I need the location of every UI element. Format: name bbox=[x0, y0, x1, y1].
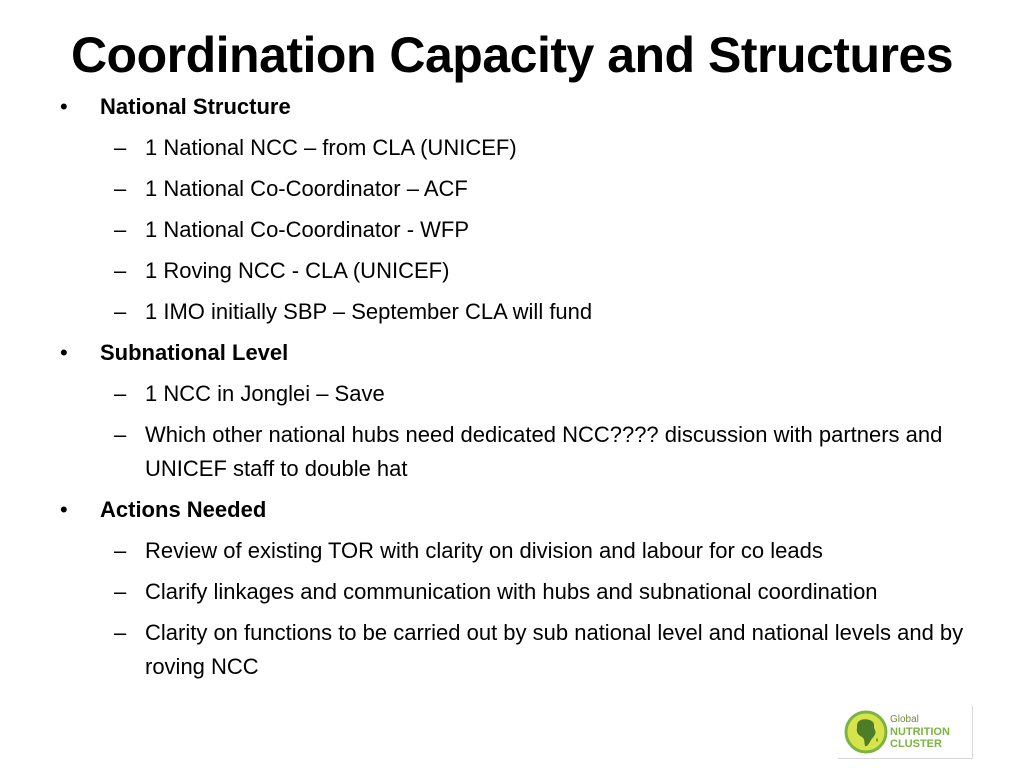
item-text: 1 National NCC – from CLA (UNICEF) bbox=[145, 135, 517, 160]
dash-icon: – bbox=[114, 620, 127, 645]
heading-text: National Structure bbox=[100, 94, 291, 119]
list-item bbox=[56, 534, 966, 568]
dash-icon: – bbox=[114, 217, 127, 242]
list-item bbox=[56, 131, 966, 165]
heading-text: Actions Needed bbox=[100, 497, 267, 522]
list-item bbox=[56, 295, 966, 329]
dash-icon: – bbox=[114, 176, 127, 201]
dash-icon: – bbox=[114, 258, 127, 283]
heading-text: Subnational Level bbox=[100, 340, 289, 365]
list-item bbox=[56, 213, 966, 247]
section-actions-needed bbox=[56, 493, 966, 684]
bullet-icon: • bbox=[60, 497, 68, 522]
item-text: 1 NCC in Jonglei – Save bbox=[145, 381, 385, 406]
list-item bbox=[56, 172, 966, 206]
dash-icon: – bbox=[114, 381, 127, 406]
dash-icon: – bbox=[114, 422, 127, 447]
logo-text-global: Global bbox=[890, 714, 919, 725]
item-text: 1 National Co-Coordinator - WFP bbox=[145, 217, 470, 242]
item-text: Which other national hubs need dedicated NCC???? discussion with partners and UNICEF staff to double hat bbox=[145, 422, 943, 481]
item-text: 1 National Co-Coordinator – ACF bbox=[145, 176, 468, 201]
globe-africa-icon bbox=[844, 710, 888, 754]
item-text: 1 IMO initially SBP – September CLA will fund bbox=[145, 299, 593, 324]
section-heading bbox=[56, 493, 966, 527]
list-item bbox=[56, 377, 966, 411]
item-text: Clarity on functions to be carried out by sub national level and national levels and by roving NCC bbox=[145, 620, 964, 679]
item-text: 1 Roving NCC - CLA (UNICEF) bbox=[145, 258, 450, 283]
logo-text-nutrition: NUTRITION bbox=[890, 726, 950, 738]
section-national-structure bbox=[56, 90, 966, 329]
dash-icon: – bbox=[114, 135, 127, 160]
dash-icon: – bbox=[114, 299, 127, 324]
item-text: Review of existing TOR with clarity on division and labour for co leads bbox=[145, 538, 823, 563]
section-subnational-level bbox=[56, 336, 966, 486]
bullet-icon: • bbox=[60, 94, 68, 119]
item-text: Clarify linkages and communication with hubs and subnational coordination bbox=[145, 579, 878, 604]
dash-icon: – bbox=[114, 538, 127, 563]
logo-text-cluster: CLUSTER bbox=[890, 738, 942, 750]
bullet-list bbox=[56, 90, 966, 684]
list-item bbox=[56, 254, 966, 288]
list-item bbox=[56, 418, 966, 486]
global-nutrition-cluster-logo bbox=[838, 706, 973, 759]
dash-icon: – bbox=[114, 579, 127, 604]
list-item bbox=[56, 616, 966, 684]
list-item bbox=[56, 575, 966, 609]
section-heading bbox=[56, 336, 966, 370]
section-heading bbox=[56, 90, 966, 124]
bullet-icon: • bbox=[60, 340, 68, 365]
slide-title: Coordination Capacity and Structures bbox=[70, 27, 954, 83]
